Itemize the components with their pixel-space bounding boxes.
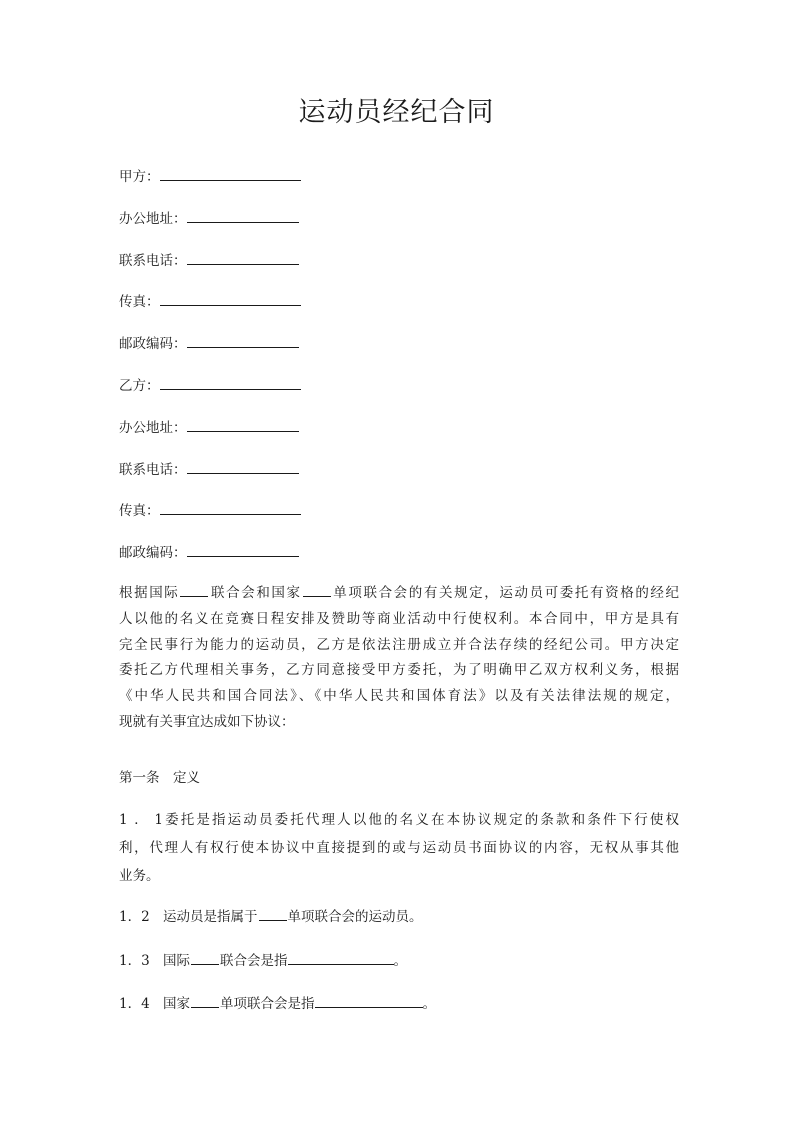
party-a-fax-blank[interactable] bbox=[160, 289, 301, 306]
party-a-fax-label: 传真： bbox=[119, 294, 160, 311]
party-b-name-label: 乙方： bbox=[119, 377, 160, 394]
party-b-postcode-blank[interactable] bbox=[187, 540, 299, 557]
clause-text: 国家 bbox=[163, 996, 190, 1012]
clause-line bbox=[119, 806, 679, 834]
clause-number: 1．1 bbox=[119, 812, 163, 828]
clause-text: 单项联合会的运动员。 bbox=[287, 909, 423, 925]
party-b-phone-blank[interactable] bbox=[187, 457, 299, 474]
clause-1-2 bbox=[119, 903, 679, 931]
national-federation-blank[interactable] bbox=[303, 580, 331, 597]
clause-text: 委托是指运动员委托代理人以他的名义在本协议规定的条款和条件下行使权 bbox=[163, 812, 679, 828]
clause-number: 1．2 bbox=[119, 909, 150, 925]
clause-text: 运动员是指属于 bbox=[163, 909, 258, 925]
preamble-line bbox=[119, 580, 679, 607]
clause-number: 1．3 bbox=[119, 953, 150, 969]
clause-number: 1．4 bbox=[119, 996, 150, 1012]
party-a-phone-label: 联系电话： bbox=[119, 252, 187, 269]
federation-blank[interactable] bbox=[259, 904, 287, 921]
preamble-text: 单项联合会的有关规定，运动员可委托有资格的经纪 bbox=[331, 585, 680, 601]
party-a-address-label: 办公地址： bbox=[119, 210, 187, 227]
clause-text: 联合会是指 bbox=[220, 953, 288, 969]
party-b-fax-label: 传真： bbox=[119, 503, 160, 520]
party-a-phone-blank[interactable] bbox=[187, 248, 299, 265]
party-a-name-label: 甲方： bbox=[119, 169, 160, 185]
national-federation-name-blank[interactable] bbox=[191, 991, 219, 1008]
party-b-address-field bbox=[119, 415, 679, 457]
party-a-postcode-label: 邮政编码： bbox=[119, 336, 187, 353]
party-a-postcode-field bbox=[119, 331, 679, 373]
clause-line: 利，代理人有权行使本协议中直接提到的或与运动员书面协议的内容，无权从事其他 bbox=[119, 840, 679, 856]
party-a-name-blank[interactable] bbox=[160, 164, 301, 181]
party-b-fax-field bbox=[119, 498, 679, 540]
clause-text: 。 bbox=[422, 996, 436, 1012]
national-federation-definition-blank[interactable] bbox=[315, 991, 423, 1008]
party-a-address-blank[interactable] bbox=[187, 206, 299, 223]
party-b-fax-blank[interactable] bbox=[160, 498, 301, 515]
intl-federation-definition-blank[interactable] bbox=[288, 948, 394, 965]
clause-1-4 bbox=[119, 990, 679, 1018]
document-title: 运动员经纪合同 bbox=[298, 97, 495, 128]
preamble-text: 联合会和国家 bbox=[209, 585, 302, 601]
party-b-name-blank[interactable] bbox=[160, 373, 301, 390]
clause-1-1 bbox=[119, 806, 679, 890]
preamble-line: 现就有关事宜达成如下协议： bbox=[119, 713, 295, 730]
party-a-phone-field bbox=[119, 248, 679, 290]
party-b-postcode-field bbox=[119, 540, 679, 582]
party-a-address-field bbox=[119, 206, 679, 248]
party-a-name-field bbox=[119, 164, 679, 206]
party-info-list bbox=[119, 164, 679, 582]
preamble-line: 完全民事行为能力的运动员，乙方是依法注册成立并合法存续的经纪公司。甲方决定 bbox=[119, 636, 679, 653]
preamble-text: 根据国际 bbox=[119, 585, 180, 601]
clause-text: 单项联合会是指 bbox=[220, 996, 315, 1012]
clause-text: 。 bbox=[393, 953, 407, 969]
party-b-postcode-label: 邮政编码： bbox=[119, 545, 187, 562]
party-a-fax-field bbox=[119, 289, 679, 331]
clause-1-3 bbox=[119, 947, 679, 975]
clause-line: 业务。 bbox=[119, 868, 160, 884]
party-a-postcode-blank[interactable] bbox=[187, 331, 299, 348]
party-b-name-field bbox=[119, 373, 679, 415]
party-b-address-label: 办公地址： bbox=[119, 419, 187, 436]
intl-federation-name-blank[interactable] bbox=[191, 948, 219, 965]
preamble-line: 人以他的名义在竞赛日程安排及赞助等商业活动中行使权利。本合同中，甲方是具有 bbox=[119, 610, 679, 627]
intl-federation-blank[interactable] bbox=[180, 580, 208, 597]
preamble-paragraph bbox=[119, 580, 679, 736]
party-b-phone-field bbox=[119, 457, 679, 499]
preamble-line: 《中华人民共和国合同法》、《中华人民共和国体育法》以及有关法律法规的规定， bbox=[119, 688, 679, 705]
party-b-address-blank[interactable] bbox=[187, 415, 299, 432]
party-b-phone-label: 联系电话： bbox=[119, 461, 187, 478]
clause-text: 国际 bbox=[163, 953, 190, 969]
article-1-heading: 第一条 定义 bbox=[119, 770, 200, 786]
preamble-line: 委托乙方代理相关事务，乙方同意接受甲方委托，为了明确甲乙双方权利义务，根据 bbox=[119, 662, 679, 679]
